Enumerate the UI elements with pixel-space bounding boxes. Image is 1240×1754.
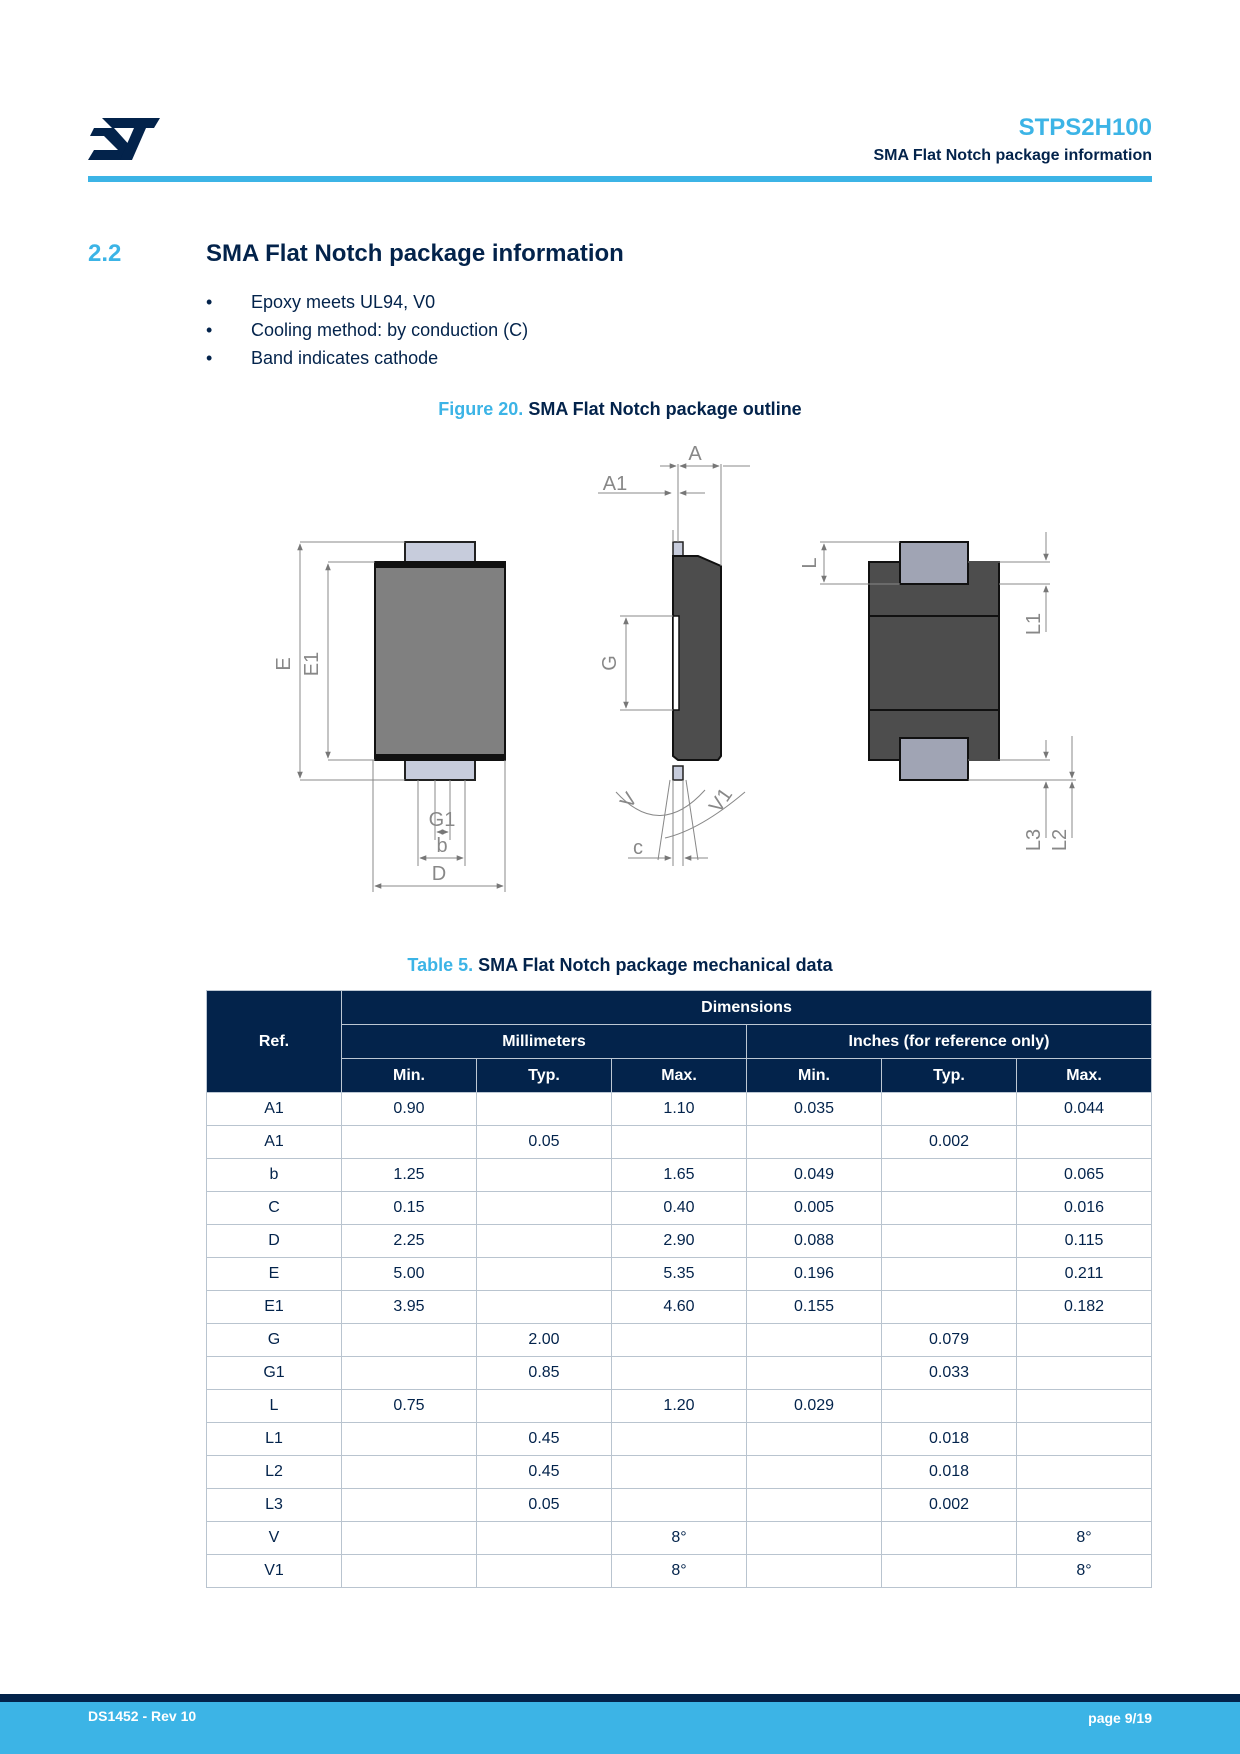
value-cell bbox=[612, 1489, 747, 1522]
value-cell bbox=[882, 1522, 1017, 1555]
value-cell: 0.044 bbox=[1017, 1093, 1152, 1126]
document-title: STPS2H100 bbox=[1018, 114, 1152, 141]
value-cell bbox=[747, 1324, 882, 1357]
table-title: SMA Flat Notch package mechanical data bbox=[478, 955, 833, 975]
list-item-text: Band indicates cathode bbox=[251, 348, 439, 368]
table-row bbox=[207, 1192, 1152, 1225]
ref-cell: G1 bbox=[207, 1357, 342, 1390]
value-cell bbox=[882, 1258, 1017, 1291]
value-cell bbox=[342, 1126, 477, 1159]
document-revision: DS1452 - Rev 10 bbox=[88, 1708, 197, 1724]
figure-label: Figure 20. bbox=[438, 399, 524, 419]
value-cell bbox=[1017, 1390, 1152, 1423]
bottom-lead-upper bbox=[900, 542, 968, 584]
header-ref: Ref. bbox=[207, 991, 342, 1093]
dim-label-a: A bbox=[688, 443, 702, 465]
top-body bbox=[375, 562, 505, 760]
bullet-symbol: • bbox=[206, 320, 213, 340]
dim-label-g1: G1 bbox=[428, 809, 456, 831]
value-cell: 0.15 bbox=[342, 1192, 477, 1225]
value-cell: 2.90 bbox=[612, 1225, 747, 1258]
list-item bbox=[206, 316, 528, 344]
value-cell bbox=[342, 1489, 477, 1522]
header-mm-typ: Typ. bbox=[477, 1059, 612, 1093]
value-cell bbox=[882, 1291, 1017, 1324]
value-cell bbox=[1017, 1489, 1152, 1522]
value-cell bbox=[882, 1192, 1017, 1225]
value-cell bbox=[477, 1225, 612, 1258]
ref-cell: D bbox=[207, 1225, 342, 1258]
section-number: 2.2 bbox=[88, 240, 122, 267]
ref-cell: A1 bbox=[207, 1093, 342, 1126]
value-cell: 0.85 bbox=[477, 1357, 612, 1390]
value-cell: 0.45 bbox=[477, 1423, 612, 1456]
value-cell bbox=[612, 1423, 747, 1456]
table-row bbox=[207, 1291, 1152, 1324]
dim-label-a1: A1 bbox=[602, 473, 628, 495]
table-row bbox=[207, 1390, 1152, 1423]
value-cell bbox=[342, 1324, 477, 1357]
value-cell bbox=[747, 1489, 882, 1522]
value-cell: 0.065 bbox=[1017, 1159, 1152, 1192]
value-cell: 0.05 bbox=[477, 1126, 612, 1159]
value-cell: 0.75 bbox=[342, 1390, 477, 1423]
value-cell: 0.155 bbox=[747, 1291, 882, 1324]
ref-cell: C bbox=[207, 1192, 342, 1225]
side-notch bbox=[673, 616, 679, 710]
value-cell bbox=[477, 1522, 612, 1555]
dim-label-v: V bbox=[616, 788, 642, 813]
value-cell: 5.35 bbox=[612, 1258, 747, 1291]
value-cell: 0.45 bbox=[477, 1456, 612, 1489]
table-row bbox=[207, 1489, 1152, 1522]
value-cell: 0.033 bbox=[882, 1357, 1017, 1390]
list-item-text: Epoxy meets UL94, V0 bbox=[251, 292, 436, 312]
value-cell bbox=[1017, 1324, 1152, 1357]
value-cell: 2.00 bbox=[477, 1324, 612, 1357]
document-subtitle: SMA Flat Notch package information bbox=[873, 147, 1152, 164]
value-cell: 0.018 bbox=[882, 1423, 1017, 1456]
ref-cell: L3 bbox=[207, 1489, 342, 1522]
dim-label-e: E bbox=[273, 657, 295, 671]
value-cell bbox=[477, 1291, 612, 1324]
value-cell: 2.25 bbox=[342, 1225, 477, 1258]
value-cell: 0.002 bbox=[882, 1126, 1017, 1159]
table-row bbox=[207, 1324, 1152, 1357]
value-cell bbox=[612, 1126, 747, 1159]
value-cell: 0.049 bbox=[747, 1159, 882, 1192]
ref-cell: L1 bbox=[207, 1423, 342, 1456]
table-row bbox=[207, 1456, 1152, 1489]
bottom-body bbox=[869, 562, 999, 760]
table-label: Table 5. bbox=[407, 955, 474, 975]
value-cell bbox=[342, 1522, 477, 1555]
value-cell: 0.035 bbox=[747, 1093, 882, 1126]
top-view bbox=[273, 542, 505, 892]
bullet-symbol: • bbox=[206, 292, 213, 312]
value-cell: 0.018 bbox=[882, 1456, 1017, 1489]
table-row bbox=[207, 1522, 1152, 1555]
value-cell: 0.05 bbox=[477, 1489, 612, 1522]
ref-cell: V1 bbox=[207, 1555, 342, 1588]
value-cell: 0.079 bbox=[882, 1324, 1017, 1357]
ref-cell: G bbox=[207, 1324, 342, 1357]
dim-label-e1: E1 bbox=[301, 651, 323, 677]
value-cell: 8° bbox=[612, 1555, 747, 1588]
side-body bbox=[673, 556, 721, 760]
page-number: page 9/19 bbox=[1088, 1710, 1152, 1726]
table-row bbox=[207, 1093, 1152, 1126]
value-cell bbox=[342, 1423, 477, 1456]
value-cell bbox=[477, 1390, 612, 1423]
dim-label-c: c bbox=[633, 837, 643, 859]
package-outline-drawing bbox=[260, 440, 1110, 900]
value-cell bbox=[747, 1126, 882, 1159]
value-cell bbox=[882, 1093, 1017, 1126]
table-row bbox=[207, 1159, 1152, 1192]
table-caption bbox=[0, 955, 1240, 976]
value-cell: 0.029 bbox=[747, 1390, 882, 1423]
header-mm-min: Min. bbox=[342, 1059, 477, 1093]
top-lead-lower bbox=[405, 758, 475, 780]
header-in-typ: Typ. bbox=[882, 1059, 1017, 1093]
list-item bbox=[206, 288, 528, 316]
value-cell bbox=[882, 1555, 1017, 1588]
table-row bbox=[207, 1126, 1152, 1159]
dim-label-l3: L3 bbox=[1023, 828, 1045, 852]
top-band-upper bbox=[375, 562, 505, 568]
value-cell bbox=[747, 1555, 882, 1588]
footer-rule bbox=[0, 1694, 1240, 1702]
figure-caption bbox=[0, 399, 1240, 420]
table-row bbox=[207, 1555, 1152, 1588]
value-cell: 0.016 bbox=[1017, 1192, 1152, 1225]
header-inches: Inches (for reference only) bbox=[747, 1025, 1152, 1059]
dim-label-l: L bbox=[799, 557, 821, 569]
dim-label-l2: L2 bbox=[1049, 828, 1071, 852]
value-cell: 0.088 bbox=[747, 1225, 882, 1258]
header-rule bbox=[88, 176, 1152, 182]
ref-cell: A1 bbox=[207, 1126, 342, 1159]
dim-label-g: G bbox=[599, 655, 621, 671]
table-row bbox=[207, 1357, 1152, 1390]
value-cell: 4.60 bbox=[612, 1291, 747, 1324]
value-cell bbox=[612, 1357, 747, 1390]
table-row bbox=[207, 1423, 1152, 1456]
value-cell: 0.005 bbox=[747, 1192, 882, 1225]
header-in-min: Min. bbox=[747, 1059, 882, 1093]
value-cell bbox=[342, 1357, 477, 1390]
header-in-max: Max. bbox=[1017, 1059, 1152, 1093]
value-cell bbox=[477, 1258, 612, 1291]
dim-label-b: b bbox=[436, 835, 448, 857]
value-cell: 0.211 bbox=[1017, 1258, 1152, 1291]
value-cell bbox=[1017, 1357, 1152, 1390]
value-cell bbox=[747, 1456, 882, 1489]
top-band-lower bbox=[375, 754, 505, 760]
bottom-view bbox=[799, 532, 1076, 851]
value-cell bbox=[477, 1159, 612, 1192]
mechanical-data-table bbox=[206, 990, 1152, 1588]
value-cell: 1.10 bbox=[612, 1093, 747, 1126]
table-row bbox=[207, 1258, 1152, 1291]
ref-cell: V bbox=[207, 1522, 342, 1555]
value-cell bbox=[342, 1555, 477, 1588]
value-cell: 8° bbox=[1017, 1522, 1152, 1555]
value-cell bbox=[1017, 1423, 1152, 1456]
table-row bbox=[207, 1225, 1152, 1258]
value-cell: 0.115 bbox=[1017, 1225, 1152, 1258]
ref-cell: b bbox=[207, 1159, 342, 1192]
top-lead-upper bbox=[405, 542, 475, 564]
value-cell bbox=[747, 1357, 882, 1390]
value-cell bbox=[477, 1093, 612, 1126]
side-view bbox=[598, 443, 750, 866]
header-millimeters: Millimeters bbox=[342, 1025, 747, 1059]
bottom-lead-lower bbox=[900, 738, 968, 780]
value-cell bbox=[882, 1159, 1017, 1192]
value-cell: 0.182 bbox=[1017, 1291, 1152, 1324]
value-cell: 5.00 bbox=[342, 1258, 477, 1291]
value-cell bbox=[882, 1390, 1017, 1423]
feature-list bbox=[206, 288, 528, 372]
value-cell: 1.20 bbox=[612, 1390, 747, 1423]
bullet-symbol: • bbox=[206, 348, 213, 368]
ref-cell: E bbox=[207, 1258, 342, 1291]
value-cell: 1.25 bbox=[342, 1159, 477, 1192]
value-cell: 8° bbox=[612, 1522, 747, 1555]
value-cell bbox=[612, 1456, 747, 1489]
side-lead-upper bbox=[673, 542, 683, 556]
side-lead-lower bbox=[673, 766, 683, 780]
value-cell: 0.40 bbox=[612, 1192, 747, 1225]
ref-cell: L bbox=[207, 1390, 342, 1423]
value-cell: 3.95 bbox=[342, 1291, 477, 1324]
value-cell bbox=[342, 1456, 477, 1489]
figure-title: SMA Flat Notch package outline bbox=[528, 399, 802, 419]
header-mm-max: Max. bbox=[612, 1059, 747, 1093]
dim-label-l1: L1 bbox=[1023, 612, 1045, 636]
section-title: SMA Flat Notch package information bbox=[206, 240, 624, 267]
value-cell bbox=[1017, 1456, 1152, 1489]
table-body bbox=[207, 1093, 1152, 1588]
value-cell bbox=[747, 1423, 882, 1456]
dim-label-v1: V1 bbox=[705, 784, 738, 817]
header-dimensions: Dimensions bbox=[342, 991, 1152, 1025]
value-cell bbox=[882, 1225, 1017, 1258]
value-cell: 0.90 bbox=[342, 1093, 477, 1126]
value-cell bbox=[612, 1324, 747, 1357]
value-cell bbox=[477, 1555, 612, 1588]
value-cell bbox=[747, 1522, 882, 1555]
st-logo bbox=[88, 118, 160, 160]
ref-cell: L2 bbox=[207, 1456, 342, 1489]
value-cell: 8° bbox=[1017, 1555, 1152, 1588]
ref-cell: E1 bbox=[207, 1291, 342, 1324]
value-cell: 0.196 bbox=[747, 1258, 882, 1291]
value-cell: 0.002 bbox=[882, 1489, 1017, 1522]
value-cell: 1.65 bbox=[612, 1159, 747, 1192]
dim-label-d: D bbox=[431, 863, 447, 885]
list-item-text: Cooling method: by conduction (C) bbox=[251, 320, 529, 340]
list-item bbox=[206, 344, 528, 372]
value-cell bbox=[477, 1192, 612, 1225]
value-cell bbox=[1017, 1126, 1152, 1159]
